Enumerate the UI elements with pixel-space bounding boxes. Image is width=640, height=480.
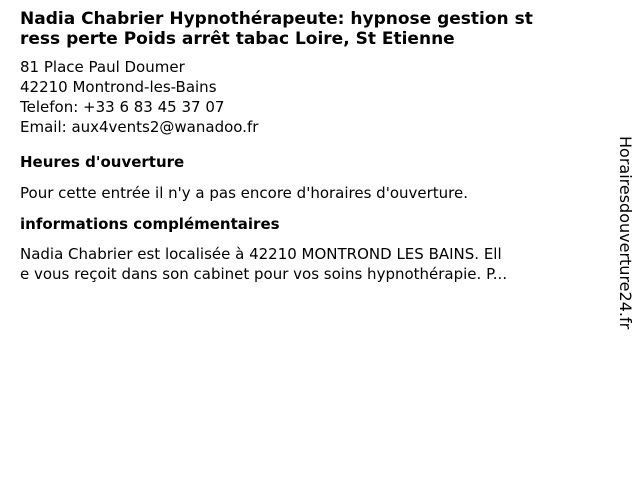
contact-block: [20, 57, 592, 137]
additional-info-line: Nadia Chabrier est localisée à 42210 MONTROND LES BAINS. Ell: [20, 245, 502, 263]
additional-info-heading: informations complémentaires: [20, 215, 280, 233]
additional-info-text: [20, 244, 592, 284]
additional-info-line: e vous reçoit dans son cabinet pour vos soins hypnothérapie. P...: [20, 265, 508, 283]
business-title-line: Nadia Chabrier Hypnothérapeute: hypnose gestion st: [20, 9, 533, 29]
email-address: Email: aux4vents2@wanadoo.fr: [20, 118, 259, 136]
street-address: 81 Place Paul Doumer: [20, 58, 185, 76]
postal-city: 42210 Montrond-les-Bains: [20, 78, 217, 96]
site-brand-vertical: Horairesdouverture24.fr: [616, 136, 635, 330]
phone-number: Telefon: +33 6 83 45 37 07: [20, 98, 225, 116]
opening-hours-line: Pour cette entrée il n'y a pas encore d'horaires d'ouverture.: [20, 184, 469, 202]
business-title-line: ress perte Poids arrêt tabac Loire, St Etienne: [20, 29, 455, 49]
opening-hours-text: [20, 183, 592, 203]
business-title: [20, 9, 592, 49]
opening-hours-heading: Heures d'ouverture: [20, 153, 185, 171]
listing-card: [20, 9, 592, 284]
